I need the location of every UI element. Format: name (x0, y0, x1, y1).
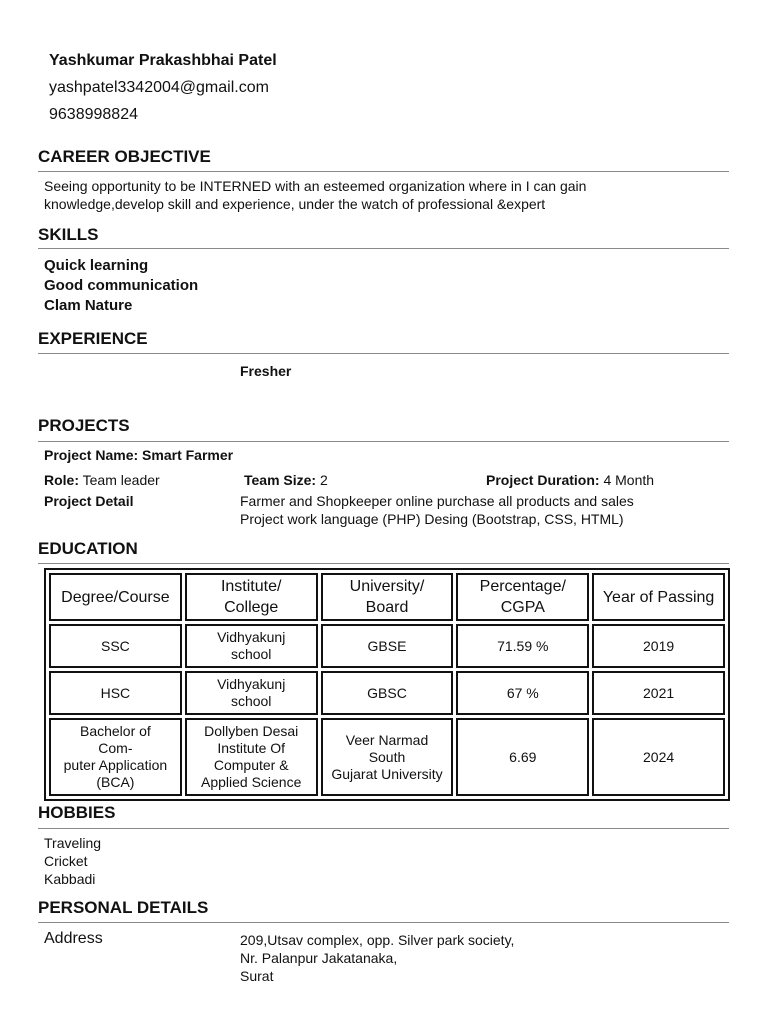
column-header-text: University/ Board (349, 578, 425, 616)
skills-heading: SKILLS (38, 225, 99, 244)
candidate-name: Yashkumar Prakashbhai Patel (49, 52, 277, 69)
address-line: Surat (240, 968, 274, 984)
table-cell (185, 718, 318, 796)
project-team-size (244, 471, 328, 489)
institute-cell: Vidhyakunj school (217, 676, 286, 709)
table-cell (456, 671, 589, 715)
project-duration-value: 4 Month (603, 472, 655, 488)
hobby-item: Cricket (44, 853, 88, 869)
column-header (321, 573, 454, 621)
institute-cell: Dollyben Desai Institute Of Computer & Applied Science (200, 723, 302, 790)
education-heading: EDUCATION (38, 539, 138, 558)
project-role (44, 471, 160, 489)
degree-cell: SSC (101, 637, 130, 654)
column-header-text: Percentage/ CGPA (479, 578, 566, 616)
table-cell (592, 624, 725, 668)
table-cell (321, 718, 454, 796)
skills-divider (38, 248, 729, 249)
table-row (49, 671, 725, 715)
column-header-text: Institute/ College (220, 578, 282, 616)
hobby-item: Traveling (44, 835, 102, 851)
projects-divider (38, 441, 729, 442)
table-cell (592, 671, 725, 715)
percentage-cell: 6.69 (509, 748, 537, 765)
hobbies-heading: HOBBIES (38, 803, 116, 822)
year-cell: 2024 (643, 748, 675, 765)
project-role-label: Role: (44, 472, 79, 488)
hobbies-divider (38, 828, 729, 829)
column-header (49, 573, 182, 621)
percentage-cell: 71.59 % (497, 637, 549, 654)
projects-heading: PROJECTS (38, 416, 130, 435)
year-cell: 2021 (643, 684, 675, 701)
table-cell (456, 624, 589, 668)
experience-heading: EXPERIENCE (38, 329, 148, 348)
personal-details-divider (38, 922, 729, 923)
project-detail-line: Farmer and Shopkeeper online purchase all products and sales (240, 493, 634, 509)
percentage-cell: 67 % (506, 684, 539, 701)
project-name (44, 446, 233, 464)
table-cell (185, 671, 318, 715)
table-row (49, 624, 725, 668)
board-cell: GBSE (367, 637, 407, 654)
education-table (44, 568, 730, 801)
board-cell: GBSC (367, 684, 407, 701)
column-header (185, 573, 318, 621)
career-objective-heading: CAREER OBJECTIVE (38, 147, 211, 166)
career-objective-line: Seeing opportunity to be INTERNED with an esteemed organization where in I can gain (44, 178, 587, 194)
project-name-value: Smart Farmer (142, 447, 234, 463)
hobby-item: Kabbadi (44, 871, 96, 887)
experience-value: Fresher (240, 363, 292, 379)
table-cell (592, 718, 725, 796)
table-cell (321, 624, 454, 668)
education-header-row (49, 573, 725, 621)
year-cell: 2019 (643, 637, 675, 654)
project-team-size-value: 2 (320, 472, 328, 488)
column-header-text: Year of Passing (602, 588, 715, 606)
table-cell (49, 671, 182, 715)
phone-number: 9638998824 (49, 106, 138, 123)
degree-cell: HSC (100, 684, 131, 701)
table-cell (321, 671, 454, 715)
project-team-size-label: Team Size: (244, 472, 317, 488)
career-objective-line: knowledge,develop skill and experience, under the watch of professional &expert (44, 196, 546, 212)
table-cell (456, 718, 589, 796)
career-objective-divider (38, 171, 729, 172)
education-divider (38, 563, 729, 564)
address-label: Address (44, 930, 103, 947)
project-duration (486, 471, 654, 489)
skill-item: Clam Nature (44, 297, 133, 314)
table-cell (49, 624, 182, 668)
column-header-text: Degree/Course (61, 588, 170, 606)
board-cell: Veer Narmad South Gujarat University (331, 731, 443, 782)
institute-cell: Vidhyakunj school (217, 629, 286, 662)
project-role-value: Team leader (82, 472, 160, 488)
degree-cell: Bachelor of Com- puter Application (BCA) (63, 723, 168, 790)
project-name-label: Project Name: (44, 447, 139, 463)
table-row (49, 718, 725, 796)
project-detail-line: Project work language (PHP) Desing (Bootstrap, CSS, HTML) (240, 511, 624, 527)
skill-item: Quick learning (44, 257, 149, 274)
column-header (592, 573, 725, 621)
address-line: Nr. Palanpur Jakatanaka, (240, 950, 398, 966)
table-cell (49, 718, 182, 796)
personal-details-heading: PERSONAL DETAILS (38, 898, 209, 917)
address-line: 209,Utsav complex, opp. Silver park society, (240, 932, 515, 948)
table-cell (185, 624, 318, 668)
project-duration-label: Project Duration: (486, 472, 600, 488)
column-header (456, 573, 589, 621)
project-detail-label: Project Detail (44, 493, 134, 509)
skill-item: Good communication (44, 277, 199, 294)
experience-divider (38, 353, 729, 354)
email-address: yashpatel3342004@gmail.com (49, 79, 269, 96)
